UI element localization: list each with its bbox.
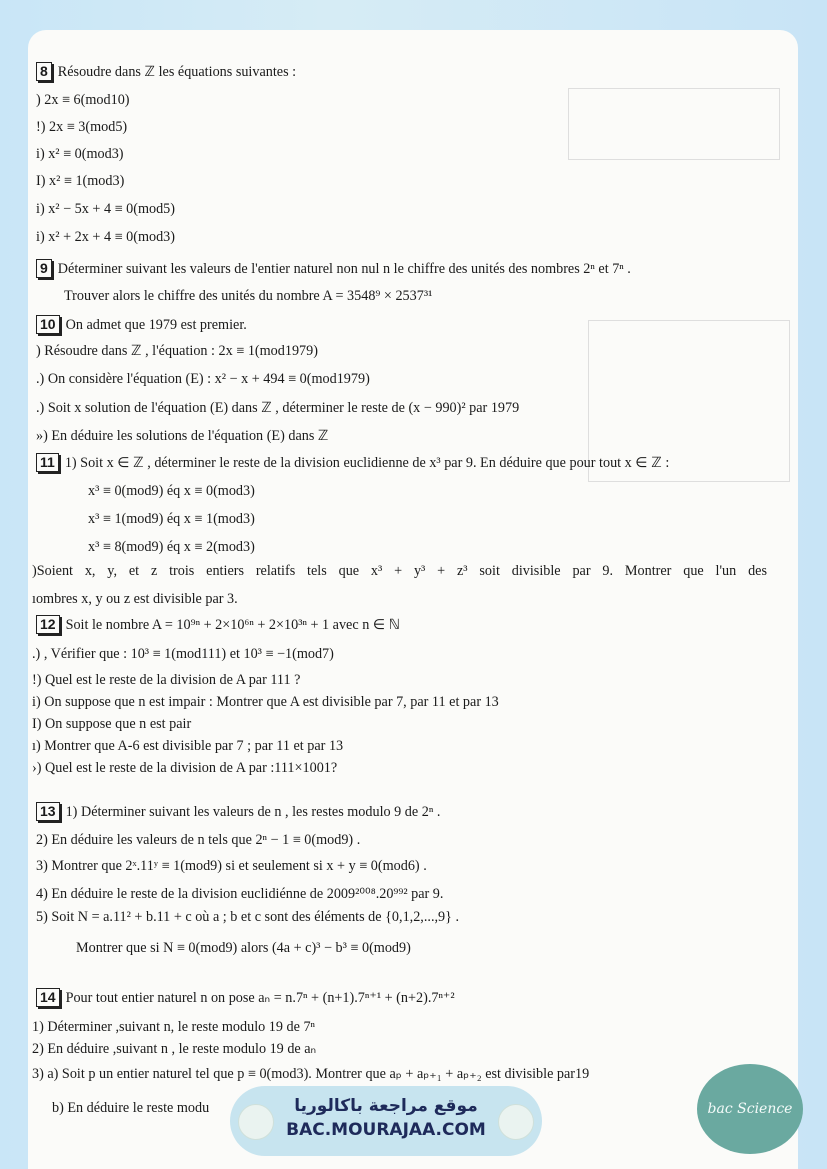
ex13-item-5b: Montrer que si N ≡ 0(mod9) alors (4a + c)³ − b³ ≡ 0(mod9) <box>76 940 411 956</box>
ex8-item-5: i) x² − 5x + 4 ≡ 0(mod5) <box>36 201 175 217</box>
site-watermark[interactable] <box>230 1086 542 1156</box>
watermark-arabic-title: موقع مراجعة باكالوريا <box>294 1096 478 1116</box>
ex13-number: 13 <box>36 802 60 821</box>
ex13-item-2: 2) En déduire les valeurs de n tels que 2ⁿ − 1 ≡ 0(mod9) . <box>36 832 361 848</box>
ex14-item-2: 2) En déduire ,suivant n , le reste modulo 19 de aₙ <box>32 1041 317 1057</box>
ex11-line1: 11 1) Soit x ∈ ℤ , déterminer le reste de la division euclidienne de x³ par 9. En déduire que pour tout x ∈ ℤ : <box>36 453 669 472</box>
ex13-item-3: 3) Montrer que 2ˣ.11ʸ ≡ 1(mod9) si et seulement si x + y ≡ 0(mod6) . <box>36 858 427 874</box>
ex10-item-3: .) Soit x solution de l'équation (E) dans ℤ , déterminer le reste de (x − 990)² par 1979 <box>36 400 520 416</box>
ex10-number: 10 <box>36 315 60 334</box>
ex9-line2: Trouver alors le chiffre des unités du nombre A = 3548⁹ × 2537³¹ <box>64 288 433 304</box>
watermark-url[interactable]: BAC.MOURAJAA.COM <box>286 1120 486 1140</box>
ex10-intro: 10 On admet que 1979 est premier. <box>36 315 247 334</box>
ex11-equiv-1: x³ ≡ 0(mod9) éq x ≡ 0(mod3) <box>88 483 255 499</box>
ex10-item-4: ») En déduire les solutions de l'équation (E) dans ℤ <box>36 428 329 444</box>
document-page <box>28 30 798 1169</box>
ex14-number: 14 <box>36 988 60 1007</box>
ex12-item-3: i) On suppose que n est impair : Montrer que A est divisible par 7, par 11 et par 13 <box>32 694 499 710</box>
brand-text: bac Science <box>707 1101 793 1117</box>
ex14-item-3b: b) En déduire le reste modu <box>52 1100 210 1116</box>
bleed-through-box <box>568 88 780 160</box>
ex11-number: 11 <box>36 453 59 472</box>
ex9-number: 9 <box>36 259 52 278</box>
ex12-item-5: ı) Montrer que A-6 est divisible par 7 ; par 11 et par 13 <box>32 738 344 754</box>
ex12-number: 12 <box>36 615 60 634</box>
ex8-title: 8 Résoudre dans ℤ les équations suivantes : <box>36 62 296 81</box>
ex11-line3: ıombres x, y ou z est divisible par 3. <box>32 591 238 607</box>
ex14-item-3a: 3) a) Soit p un entier naturel tel que p ≡ 0(mod3). Montrer que aₚ + aₚ₊₁ + aₚ₊₂ est divisible par19 <box>32 1066 590 1082</box>
ex12-item-4: I) On suppose que n est pair <box>32 716 192 732</box>
right-logo-icon <box>498 1104 534 1140</box>
ex9-line1: 9 Déterminer suivant les valeurs de l'entier naturel non nul n le chiffre des unités des nombres 2ⁿ et 7ⁿ . <box>36 259 631 278</box>
ex13-title: 13 1) Déterminer suivant les valeurs de n , les restes modulo 9 de 2ⁿ . <box>36 802 440 821</box>
bac-science-logo <box>697 1064 803 1154</box>
ex13-item-4: 4) En déduire le reste de la division euclidiénne de 2009²⁰⁰⁸.20⁹⁹² par 9. <box>36 886 444 902</box>
ex8-item-3: i) x² ≡ 0(mod3) <box>36 146 124 162</box>
ex8-item-6: i) x² + 2x + 4 ≡ 0(mod3) <box>36 229 175 245</box>
ex12-item-6: ›) Quel est le reste de la division de A par :111×1001? <box>32 760 338 776</box>
left-logo-icon <box>238 1104 274 1140</box>
ex8-item-2: !) 2x ≡ 3(mod5) <box>36 119 128 135</box>
ex10-item-1: ) Résoudre dans ℤ , l'équation : 2x ≡ 1(mod1979) <box>36 343 318 359</box>
ex12-intro: 12 Soit le nombre A = 10⁹ⁿ + 2×10⁶ⁿ + 2×10³ⁿ + 1 avec n ∈ ℕ <box>36 615 400 634</box>
ex8-number: 8 <box>36 62 52 81</box>
ex10-item-2: .) On considère l'équation (E) : x² − x + 494 ≡ 0(mod1979) <box>36 371 370 387</box>
ex12-item-1: .) , Vérifier que : 10³ ≡ 1(mod111) et 10³ ≡ −1(mod7) <box>32 646 334 662</box>
ex8-item-4: I) x² ≡ 1(mod3) <box>36 173 125 189</box>
ex12-item-2: !) Quel est le reste de la division de A par 111 ? <box>32 672 301 688</box>
ex14-item-1: 1) Déterminer ,suivant n, le reste modulo 19 de 7ⁿ <box>32 1019 316 1035</box>
ex8-item-1: ) 2x ≡ 6(mod10) <box>36 92 130 108</box>
ex11-line2: )Soient x, y, et z trois entiers relatifs tels que x³ + y³ + z³ soit divisible par 9. Montrer que l'un des <box>32 563 767 579</box>
ex13-item-5: 5) Soit N = a.11² + b.11 + c où a ; b et c sont des éléments de {0,1,2,...,9} . <box>36 909 460 925</box>
ex11-equiv-2: x³ ≡ 1(mod9) éq x ≡ 1(mod3) <box>88 511 255 527</box>
ex14-title: 14 Pour tout entier naturel n on pose aₙ = n.7ⁿ + (n+1).7ⁿ⁺¹ + (n+2).7ⁿ⁺² <box>36 988 455 1007</box>
ex11-equiv-3: x³ ≡ 8(mod9) éq x ≡ 2(mod3) <box>88 539 255 555</box>
